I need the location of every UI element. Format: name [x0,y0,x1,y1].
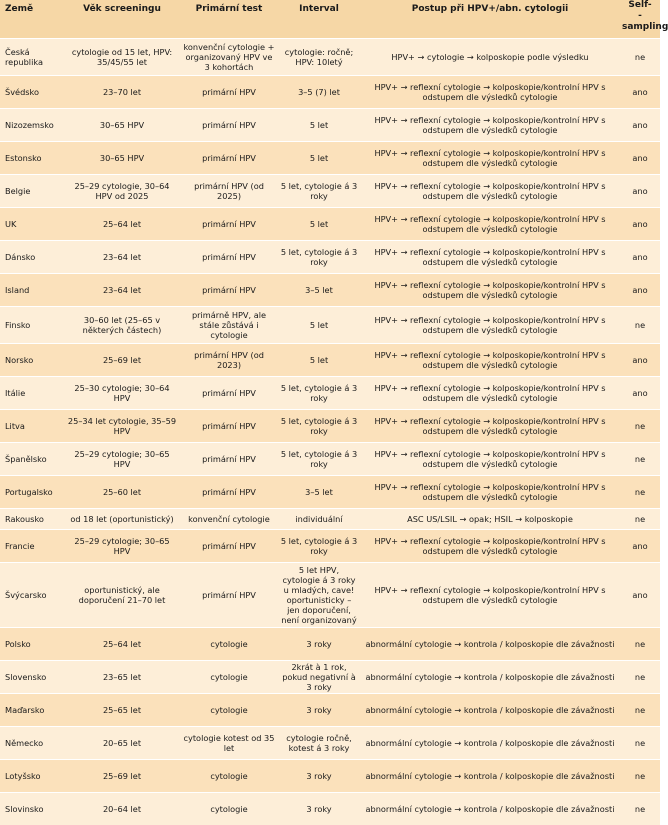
cell-procedure: abnormální cytologie → kontrola / kolposkopie dle závažnosti [360,760,620,793]
cell-self-sampling: ano [620,274,660,307]
cell-age: 25–69 let [64,344,180,377]
cell-test: primární HPV [180,530,278,563]
cell-interval: 5 let [278,307,360,344]
cell-country: Norsko [0,344,64,377]
cell-country: UK [0,208,64,241]
table-row [0,443,660,476]
cell-interval: 3 roky [278,628,360,661]
cell-country: Itálie [0,377,64,410]
cell-country: Švédsko [0,76,64,109]
cell-test: primární HPV (od 2023) [180,344,278,377]
cell-test: primární HPV [180,241,278,274]
cell-country: Francie [0,530,64,563]
cell-interval: 3 roky [278,760,360,793]
cell-procedure: HPV+ → reflexní cytologie → kolposkopie/kontrolní HPV s odstupem dle výsledků cytologie [360,208,620,241]
cell-procedure: HPV+ → reflexní cytologie → kolposkopie/kontrolní HPV s odstupem dle výsledků cytologie [360,241,620,274]
cell-self-sampling: ne [620,694,660,727]
cell-interval: 5 let, cytologie á 3 roky [278,175,360,208]
cell-interval: 5 let, cytologie á 3 roky [278,377,360,410]
cell-country: Estonsko [0,142,64,175]
table-row [0,109,660,142]
cell-age: cytologie od 15 let, HPV: 35/45/55 let [64,39,180,76]
cell-age: 25–69 let [64,760,180,793]
cell-country: Španělsko [0,443,64,476]
cell-age: oportunistický, ale doporučení 21–70 let [64,563,180,628]
cell-age: 25–60 let [64,476,180,509]
cell-test: cytologie [180,760,278,793]
cell-test: primárně HPV, ale stále zůstává i cytologie [180,307,278,344]
cell-country: Slovinsko [0,793,64,825]
cell-interval: 5 let [278,208,360,241]
header-self-sampling [620,0,660,39]
cell-country: Nizozemsko [0,109,64,142]
cell-interval: 5 let, cytologie á 3 roky [278,530,360,563]
cell-age: od 18 let (oportunistický) [64,509,180,530]
table-row [0,241,660,274]
cell-test: primární HPV [180,476,278,509]
cell-interval: 5 let [278,142,360,175]
header-test: Primární test [180,0,278,39]
cell-country: Německo [0,727,64,760]
table-row [0,208,660,241]
cell-procedure: HPV+ → reflexní cytologie → kolposkopie/kontrolní HPV s odstupem dle výsledků cytologie [360,530,620,563]
cell-interval: 5 let, cytologie á 3 roky [278,410,360,443]
cell-test: primární HPV [180,443,278,476]
cell-procedure: abnormální cytologie → kontrola / kolposkopie dle závažnosti [360,628,620,661]
cell-country: Dánsko [0,241,64,274]
cell-self-sampling: ano [620,142,660,175]
cell-age: 30–65 HPV [64,109,180,142]
table-row [0,410,660,443]
cell-interval: 3 roky [278,793,360,825]
cell-procedure: HPV+ → reflexní cytologie → kolposkopie/kontrolní HPV s odstupem dle výsledků cytologie [360,142,620,175]
table-row [0,344,660,377]
cell-age: 25–30 cytologie; 30–64 HPV [64,377,180,410]
cell-country: Belgie [0,175,64,208]
cell-self-sampling: ano [620,241,660,274]
cell-country: Česká republika [0,39,64,76]
cell-interval: 3 roky [278,694,360,727]
cell-country: Finsko [0,307,64,344]
cell-procedure: HPV+ → reflexní cytologie → kolposkopie/kontrolní HPV s odstupem dle výsledků cytologie [360,109,620,142]
cell-country: Rakousko [0,509,64,530]
cell-procedure: abnormální cytologie → kontrola / kolposkopie dle závažnosti [360,793,620,825]
cell-age: 25–29 cytologie; 30–65 HPV [64,530,180,563]
cell-country: Polsko [0,628,64,661]
cell-interval: 5 let, cytologie á 3 roky [278,443,360,476]
cell-test: primární HPV [180,410,278,443]
table-row [0,793,660,825]
cell-interval: 3–5 (7) let [278,76,360,109]
table-row [0,76,660,109]
table-row [0,530,660,563]
cell-test: primární HPV [180,377,278,410]
table-row [0,727,660,760]
cell-test: primární HPV [180,109,278,142]
cell-age: 30–65 HPV [64,142,180,175]
header-country: Země [0,0,64,39]
cell-interval: 2krát à 1 rok, pokud negativní à 3 roky [278,661,360,694]
cell-interval: 3–5 let [278,476,360,509]
cell-test: primární HPV [180,274,278,307]
cell-test: cytologie [180,793,278,825]
cell-age: 23–65 let [64,661,180,694]
cell-self-sampling: ano [620,344,660,377]
cell-interval: 5 let HPV, cytologie á 3 roky u mladých, cave! oportunisticky – jen doporučení, není organizovaný [278,563,360,628]
table-row [0,39,660,76]
table-row [0,175,660,208]
table-row [0,563,660,628]
cell-age: 25–64 let [64,628,180,661]
cell-test: primární HPV [180,563,278,628]
cell-procedure: abnormální cytologie → kontrola / kolposkopie dle závažnosti [360,661,620,694]
table-row [0,628,660,661]
cell-self-sampling: ne [620,476,660,509]
cell-test: primární HPV [180,142,278,175]
cell-self-sampling: ne [620,727,660,760]
cell-test: konvenční cytologie [180,509,278,530]
cell-age: 25–29 cytologie, 30–64 HPV od 2025 [64,175,180,208]
cell-country: Maďarsko [0,694,64,727]
cell-self-sampling: ne [620,307,660,344]
cell-country: Lotyšsko [0,760,64,793]
cell-self-sampling: ne [620,793,660,825]
cell-self-sampling: ano [620,76,660,109]
cell-age: 25–34 let cytologie, 35–59 HPV [64,410,180,443]
table-body [0,39,660,825]
cell-procedure: HPV+ → reflexní cytologie → kolposkopie/kontrolní HPV s odstupem dle výsledků cytologie [360,410,620,443]
cell-age: 23–70 let [64,76,180,109]
cell-test: konvenční cytologie + organizovaný HPV ve 3 kohortách [180,39,278,76]
cell-procedure: HPV+ → reflexní cytologie → kolposkopie/kontrolní HPV s odstupem dle výsledků cytologie [360,76,620,109]
table-row [0,694,660,727]
table-row [0,377,660,410]
cell-procedure: HPV+ → reflexní cytologie → kolposkopie/kontrolní HPV s odstupem dle výsledků cytologie [360,563,620,628]
cell-interval: cytologie: ročně; HPV: 10letý [278,39,360,76]
table-header [0,0,660,39]
cell-age: 23–64 let [64,241,180,274]
cell-interval: 5 let, cytologie á 3 roky [278,241,360,274]
cell-test: primární HPV [180,76,278,109]
header-self-sampling-label: Self- -sampling [622,0,668,32]
header-procedure: Postup při HPV+/abn. cytologii [360,0,620,39]
cell-procedure: HPV+ → cytologie → kolposkopie podle výsledku [360,39,620,76]
cell-test: cytologie [180,661,278,694]
table-row [0,307,660,344]
cell-interval: 3–5 let [278,274,360,307]
cell-self-sampling: ne [620,760,660,793]
cell-age: 20–64 let [64,793,180,825]
cell-self-sampling: ne [620,628,660,661]
header-age: Věk screeningu [64,0,180,39]
cell-country: Švýcarsko [0,563,64,628]
cell-interval: cytologie ročně, kotest á 3 roky [278,727,360,760]
cell-test: primární HPV [180,208,278,241]
cell-procedure: abnormální cytologie → kontrola / kolposkopie dle závažnosti [360,727,620,760]
cell-age: 25–29 cytologie; 30–65 HPV [64,443,180,476]
cell-self-sampling: ne [620,443,660,476]
table-row [0,661,660,694]
cell-self-sampling: ne [620,509,660,530]
cell-age: 30–60 let (25–65 v některých částech) [64,307,180,344]
cell-self-sampling: ano [620,530,660,563]
cell-age: 20–65 let [64,727,180,760]
cell-interval: 5 let [278,344,360,377]
table-row [0,509,660,530]
cell-test: cytologie kotest od 35 let [180,727,278,760]
cell-age: 25–65 let [64,694,180,727]
cell-country: Litva [0,410,64,443]
cell-procedure: HPV+ → reflexní cytologie → kolposkopie/kontrolní HPV s odstupem dle výsledků cytologie [360,344,620,377]
cell-procedure: HPV+ → reflexní cytologie → kolposkopie/kontrolní HPV s odstupem dle výsledků cytologie [360,377,620,410]
cell-test: primární HPV (od 2025) [180,175,278,208]
cell-procedure: ASC US/LSIL → opak; HSIL → kolposkopie [360,509,620,530]
cell-interval: individuální [278,509,360,530]
cell-procedure: abnormální cytologie → kontrola / kolposkopie dle závažnosti [360,694,620,727]
header-interval: Interval [278,0,360,39]
cell-interval: 5 let [278,109,360,142]
cell-self-sampling: ne [620,410,660,443]
cell-self-sampling: ne [620,661,660,694]
cell-country: Slovensko [0,661,64,694]
cell-self-sampling: ano [620,377,660,410]
cell-self-sampling: ano [620,208,660,241]
cell-age: 23–64 let [64,274,180,307]
cell-self-sampling: ano [620,109,660,142]
cell-age: 25–64 let [64,208,180,241]
cell-test: cytologie [180,694,278,727]
cell-procedure: HPV+ → reflexní cytologie → kolposkopie/kontrolní HPV s odstupem dle výsledků cytologie [360,476,620,509]
cell-self-sampling: ano [620,563,660,628]
cell-procedure: HPV+ → reflexní cytologie → kolposkopie/kontrolní HPV s odstupem dle výsledků cytologie [360,175,620,208]
cell-self-sampling: ano [620,175,660,208]
table-row [0,274,660,307]
table-row [0,476,660,509]
table-row [0,142,660,175]
table-row [0,760,660,793]
cell-procedure: HPV+ → reflexní cytologie → kolposkopie/kontrolní HPV s odstupem dle výsledků cytologie [360,307,620,344]
cell-procedure: HPV+ → reflexní cytologie → kolposkopie/kontrolní HPV s odstupem dle výsledků cytologie [360,443,620,476]
cell-procedure: HPV+ → reflexní cytologie → kolposkopie/kontrolní HPV s odstupem dle výsledků cytologie [360,274,620,307]
cell-test: cytologie [180,628,278,661]
cell-country: Portugalsko [0,476,64,509]
cell-country: Island [0,274,64,307]
cell-self-sampling: ne [620,39,660,76]
